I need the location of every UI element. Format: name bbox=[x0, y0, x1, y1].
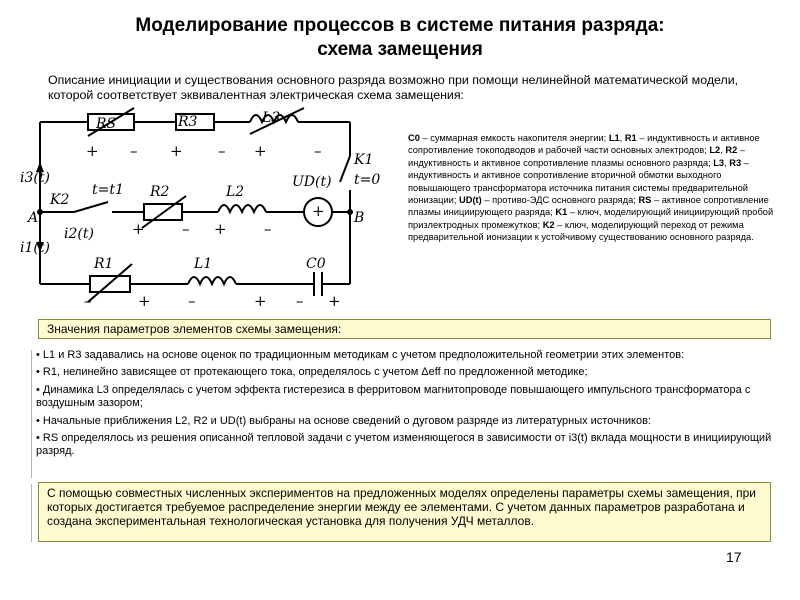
pol-rs-minus: – bbox=[130, 142, 138, 160]
pol-l3-minus: – bbox=[314, 142, 322, 160]
label-t1: t=t1 bbox=[92, 182, 124, 198]
page-number: 17 bbox=[726, 549, 742, 565]
title-line-1: Моделирование процессов в системе питания разряда: bbox=[135, 15, 665, 36]
param-item: • RS определялось из решения описанной тепловой задачи с учетом изменяющегося в зависимости от i3(t) вклада мощности в инициирующий разряд. bbox=[36, 432, 772, 458]
pol-l2-plus: + bbox=[214, 220, 227, 238]
label-l3: L3 bbox=[262, 110, 281, 126]
k2-switch-blade bbox=[74, 202, 108, 212]
label-r2: R2 bbox=[150, 184, 170, 200]
label-l1: L1 bbox=[194, 256, 213, 272]
pol-ud-plus: + bbox=[312, 202, 325, 220]
label-c0: C0 bbox=[306, 256, 326, 272]
k1-switch-blade bbox=[340, 156, 350, 182]
equivalent-circuit-diagram bbox=[20, 110, 381, 310]
pol-r1-plus: + bbox=[138, 292, 151, 310]
pol-r2-plus: + bbox=[132, 220, 145, 238]
pol-r3-minus: – bbox=[218, 142, 226, 160]
pol-l1-minus: – bbox=[188, 292, 196, 310]
label-a: A bbox=[28, 210, 39, 226]
label-l2: L2 bbox=[226, 184, 245, 200]
label-k1: K1 bbox=[354, 152, 374, 168]
slide-title bbox=[0, 14, 800, 62]
label-k2: K2 bbox=[50, 192, 70, 208]
summary-divider bbox=[31, 484, 32, 542]
params-header-box: Значения параметров элементов схемы замещения: bbox=[38, 319, 771, 339]
params-divider bbox=[31, 350, 32, 478]
title-line-2: схема замещения bbox=[317, 39, 483, 60]
node-b bbox=[347, 209, 353, 215]
pol-c0-minus: – bbox=[296, 292, 304, 310]
label-r1: R1 bbox=[94, 256, 114, 272]
param-item: • L1 и R3 задавались на основе оценок по традиционным методикам с учетом предположительной геометрии этих элементов: bbox=[36, 349, 685, 361]
label-rs: RS bbox=[96, 116, 117, 132]
pol-l2-minus: – bbox=[264, 220, 272, 238]
r2-variable-arrow bbox=[142, 196, 186, 228]
params-list bbox=[36, 349, 776, 463]
label-i3: i3(t) bbox=[20, 170, 50, 186]
pol-r3-plus: + bbox=[170, 142, 183, 160]
intro-text: Описание инициации и существования основного разряда возможно при помощи нелинейной математической модели, которой соответствует эквивалентная электрическая схема замещения: bbox=[48, 73, 739, 102]
param-item: • Начальные приближения L2, R2 и UD(t) выбраны на основе сведений о дуговом разряде из литературных источников: bbox=[36, 414, 651, 427]
summary-box: С помощью совместных численных экспериментов на предложенных моделях определены параметры схемы замещения, при которых достигается требуемое распределение энергии между ее элементами. С учетом данных параметров разработана и создана экспериментальная технологическая установка для получения УДЧ металлов. bbox=[38, 482, 771, 542]
pol-c0-plus: + bbox=[328, 292, 341, 310]
l2-inductor bbox=[218, 205, 266, 212]
label-i1: i1(t) bbox=[20, 240, 50, 256]
pol-rs-plus: + bbox=[86, 142, 99, 160]
param-item: • Динамика L3 определялась с учетом эффекта гистерезиса в ферритовом магнитопроводе повышающего импульсного трансформатора с воздушным зазором; bbox=[36, 383, 751, 410]
param-item: • R1, нелинейно зависящее от протекающего тока, определялось с учетом Δeff по предложенной методике; bbox=[36, 366, 588, 379]
label-ud: UD(t) bbox=[292, 174, 332, 190]
pol-r2-minus: – bbox=[182, 220, 190, 238]
label-b: B bbox=[354, 210, 365, 226]
label-r3: R3 bbox=[178, 114, 198, 130]
l1-inductor bbox=[188, 277, 236, 284]
label-t0: t=0 bbox=[354, 172, 381, 188]
circuit-legend: C0 – суммарная емкость накопителя энергии; L1, R1 – индуктивность и активное сопротивление токоподводов и рабочей части основных электродов; L2, R2 – индуктивность и активное сопротивление плазмы основного разряда; L3, R3 – индуктивность и активное сопротивление вторичной обмотки выходного повышающего трансформатора источника питания системы предварительной ионизации; UD(t) – противо-ЭДС основного разряда; RS – активное сопротивление плазмы инициирующего разряда; K1 – ключ, моделирующий инициирующий пробой призлектродных промежутков; K2 – ключ, моделирующий переход от режима предварительной ионизации к устойчивому существованию основного разряда. bbox=[408, 133, 774, 243]
pol-r1-minus: – bbox=[84, 292, 92, 310]
label-i2: i2(t) bbox=[64, 226, 94, 242]
pol-l3-plus: + bbox=[254, 142, 267, 160]
pol-l1-plus: + bbox=[254, 292, 267, 310]
